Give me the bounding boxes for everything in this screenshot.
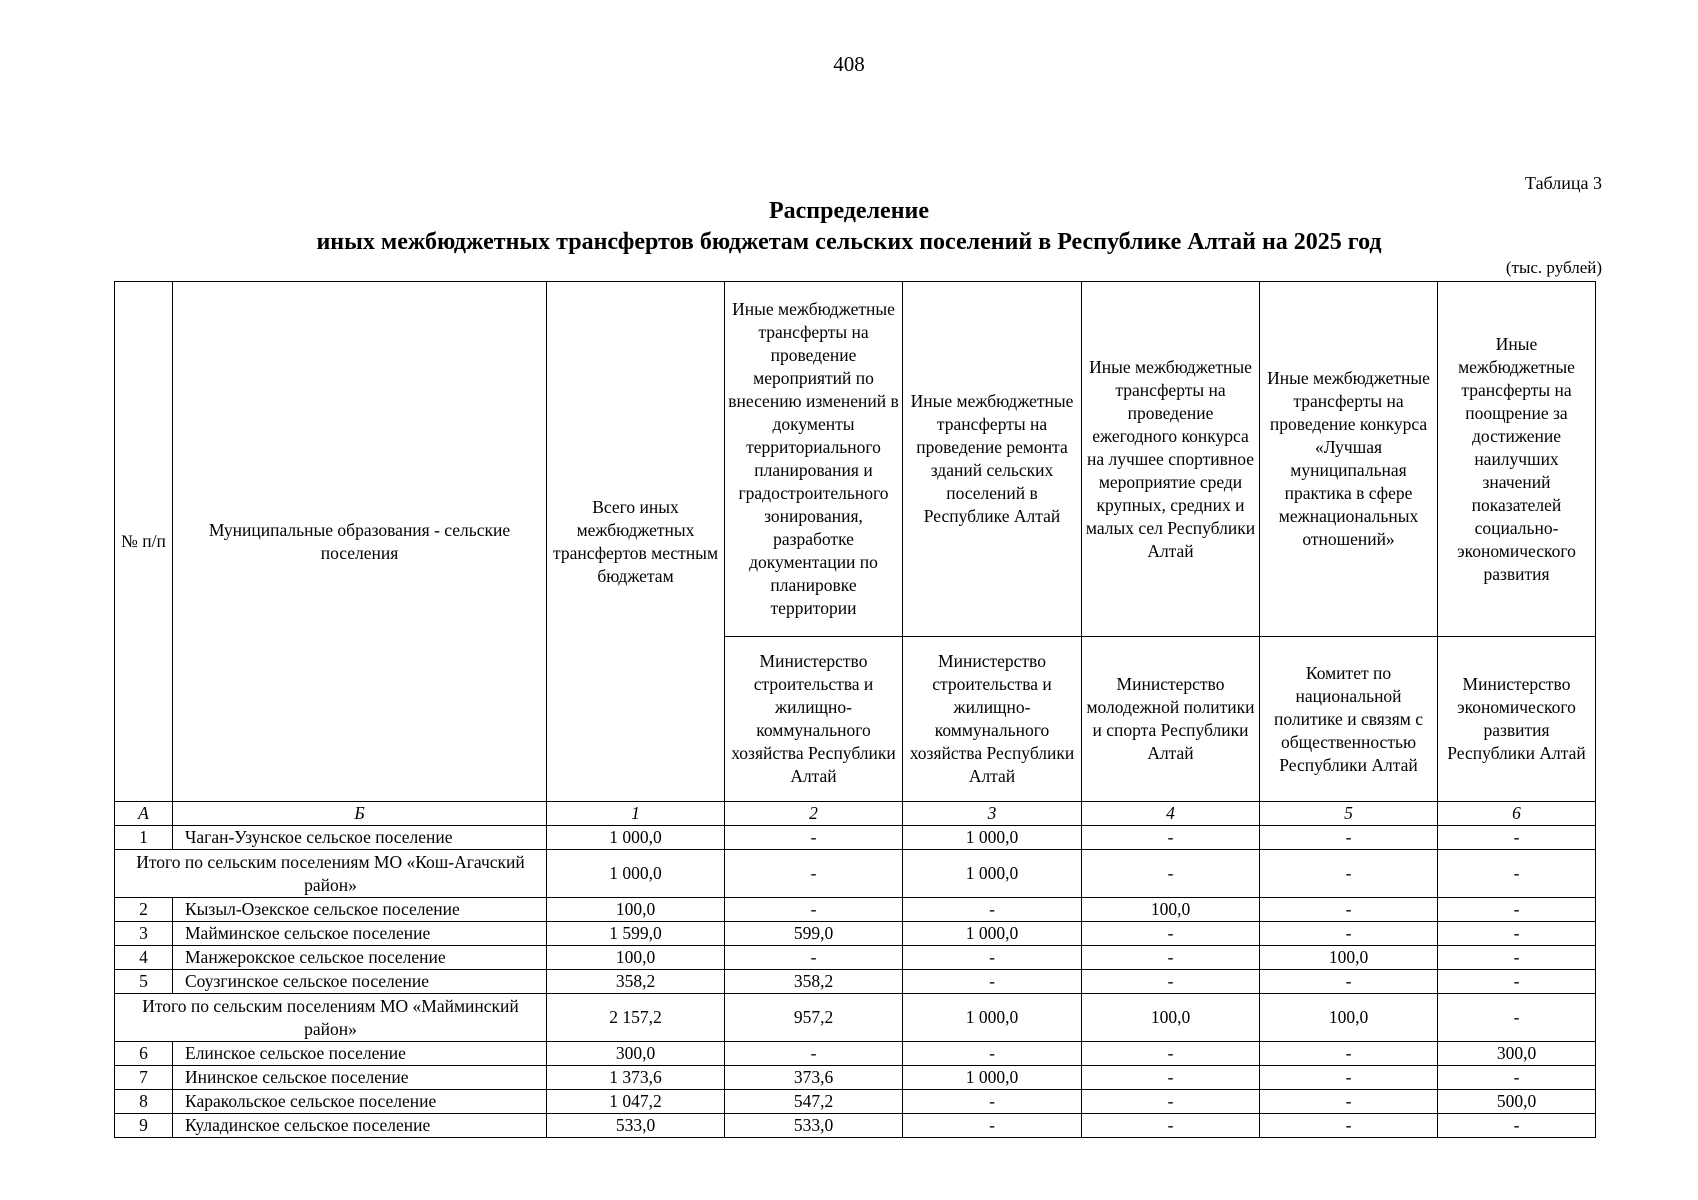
value-cell: 1 000,0 — [903, 826, 1082, 850]
header-total: Всего иных межбюджетных трансфертов местным бюджетам — [547, 282, 725, 802]
header-dept5: Комитет по национальной политике и связям с общественностью Республики Алтай — [1260, 637, 1438, 802]
header-col6: Иные межбюджетные трансферты на поощрение за достижение наилучших значений показателей социально-экономического развития — [1438, 282, 1596, 637]
index-cell: А — [115, 802, 173, 826]
header-col3: Иные межбюджетные трансферты на проведение ремонта зданий сельских поселений в Республике Алтай — [903, 282, 1082, 637]
index-cell: 1 — [547, 802, 725, 826]
value-cell: 300,0 — [1438, 1042, 1596, 1066]
index-cell: 6 — [1438, 802, 1596, 826]
value-cell: - — [1438, 970, 1596, 994]
value-cell: 1 000,0 — [903, 850, 1082, 898]
value-cell: - — [1082, 1114, 1260, 1138]
settlement-name: Куладинское сельское поселение — [173, 1114, 547, 1138]
row-number: 8 — [115, 1090, 173, 1114]
value-cell: 533,0 — [547, 1114, 725, 1138]
table-row — [115, 922, 1596, 946]
value-cell: - — [1260, 826, 1438, 850]
row-number: 1 — [115, 826, 173, 850]
index-row — [115, 802, 1596, 826]
header-num: № п/п — [115, 282, 173, 802]
value-cell: - — [1260, 1066, 1438, 1090]
subtotal-row — [115, 850, 1596, 898]
row-number: 7 — [115, 1066, 173, 1090]
value-cell: 1 000,0 — [903, 922, 1082, 946]
value-cell: 1 000,0 — [903, 1066, 1082, 1090]
value-cell: - — [1082, 946, 1260, 970]
value-cell: 100,0 — [1082, 898, 1260, 922]
header-dept3: Министерство строительства и жилищно-коммунального хозяйства Республики Алтай — [903, 637, 1082, 802]
value-cell: - — [1260, 1090, 1438, 1114]
table-row — [115, 826, 1596, 850]
value-cell: - — [1438, 826, 1596, 850]
value-cell: 358,2 — [547, 970, 725, 994]
value-cell: - — [903, 1042, 1082, 1066]
value-cell: - — [1082, 850, 1260, 898]
value-cell: 500,0 — [1438, 1090, 1596, 1114]
header-dept2: Министерство строительства и жилищно-коммунального хозяйства Республики Алтай — [725, 637, 903, 802]
value-cell: 300,0 — [547, 1042, 725, 1066]
row-number: 5 — [115, 970, 173, 994]
transfers-table — [114, 281, 1596, 1138]
row-number: 2 — [115, 898, 173, 922]
value-cell: - — [1260, 970, 1438, 994]
value-cell: 1 000,0 — [547, 826, 725, 850]
settlement-name: Елинское сельское поселение — [173, 1042, 547, 1066]
value-cell: - — [1260, 1114, 1438, 1138]
value-cell: - — [725, 826, 903, 850]
title-line-1: Распределение — [768, 198, 930, 224]
row-number: 4 — [115, 946, 173, 970]
value-cell: - — [725, 898, 903, 922]
settlement-name: Кызыл-Озекское сельское поселение — [173, 898, 547, 922]
index-cell: 5 — [1260, 802, 1438, 826]
value-cell: - — [725, 850, 903, 898]
settlement-name: Майминское сельское поселение — [173, 922, 547, 946]
value-cell: - — [1438, 922, 1596, 946]
header-row — [115, 282, 1596, 637]
settlement-name: Манжерокское сельское поселение — [173, 946, 547, 970]
index-cell: 2 — [725, 802, 903, 826]
value-cell: - — [1260, 850, 1438, 898]
value-cell: - — [1082, 922, 1260, 946]
header-name: Муниципальные образования - сельские поселения — [173, 282, 547, 802]
value-cell: - — [903, 1114, 1082, 1138]
settlement-name: Каракольское сельское поселение — [173, 1090, 547, 1114]
value-cell: 1 047,2 — [547, 1090, 725, 1114]
table-row — [115, 1066, 1596, 1090]
value-cell: - — [1082, 1090, 1260, 1114]
value-cell: - — [1082, 1042, 1260, 1066]
value-cell: 1 000,0 — [903, 994, 1082, 1042]
value-cell: 100,0 — [1260, 946, 1438, 970]
table-row — [115, 970, 1596, 994]
value-cell: 1 599,0 — [547, 922, 725, 946]
value-cell: - — [1082, 970, 1260, 994]
value-cell: - — [1082, 826, 1260, 850]
subtotal-label: Итого по сельским поселениям МО «Майминский район» — [115, 994, 547, 1042]
value-cell: 100,0 — [547, 946, 725, 970]
document-title — [0, 196, 1698, 258]
value-cell: - — [903, 946, 1082, 970]
subtotal-row — [115, 994, 1596, 1042]
row-number: 9 — [115, 1114, 173, 1138]
value-cell: - — [1438, 898, 1596, 922]
value-cell: 100,0 — [1260, 994, 1438, 1042]
value-cell: - — [1438, 994, 1596, 1042]
index-cell: Б — [173, 802, 547, 826]
units-label: (тыс. рублей) — [1505, 258, 1602, 277]
settlement-name: Соузгинское сельское поселение — [173, 970, 547, 994]
value-cell: 100,0 — [1082, 994, 1260, 1042]
value-cell: - — [1438, 1066, 1596, 1090]
value-cell: 957,2 — [725, 994, 903, 1042]
value-cell: - — [903, 898, 1082, 922]
value-cell: - — [1260, 1042, 1438, 1066]
settlement-name: Чаган-Узунское сельское поселение — [173, 826, 547, 850]
subtotal-label: Итого по сельским поселениям МО «Кош-Агачский район» — [115, 850, 547, 898]
value-cell: - — [1438, 850, 1596, 898]
index-cell: 3 — [903, 802, 1082, 826]
settlement-name: Ининское сельское поселение — [173, 1066, 547, 1090]
table-row — [115, 1042, 1596, 1066]
value-cell: - — [1260, 898, 1438, 922]
value-cell: - — [725, 1042, 903, 1066]
value-cell: - — [903, 970, 1082, 994]
value-cell: 1 373,6 — [547, 1066, 725, 1090]
page-number: 408 — [833, 52, 865, 76]
header-dept6: Министерство экономического развития Республики Алтай — [1438, 637, 1596, 802]
index-cell: 4 — [1082, 802, 1260, 826]
value-cell: 373,6 — [725, 1066, 903, 1090]
table-row — [115, 946, 1596, 970]
value-cell: 100,0 — [547, 898, 725, 922]
value-cell: - — [1438, 1114, 1596, 1138]
header-col2: Иные межбюджетные трансферты на проведение мероприятий по внесению изменений в документы территориального планирования и градостроительного зонирования, разработке документации по планировке территории — [725, 282, 903, 637]
header-dept4: Министерство молодежной политики и спорта Республики Алтай — [1082, 637, 1260, 802]
value-cell: 547,2 — [725, 1090, 903, 1114]
title-line-2: иных межбюджетных трансфертов бюджетам сельских поселений в Республике Алтай на 2025 год — [316, 229, 1382, 255]
value-cell: - — [1260, 922, 1438, 946]
table-label: Таблица 3 — [1525, 173, 1602, 193]
value-cell: 358,2 — [725, 970, 903, 994]
row-number: 3 — [115, 922, 173, 946]
value-cell: 533,0 — [725, 1114, 903, 1138]
value-cell: - — [725, 946, 903, 970]
value-cell: 1 000,0 — [547, 850, 725, 898]
row-number: 6 — [115, 1042, 173, 1066]
value-cell: - — [1438, 946, 1596, 970]
table-row — [115, 1090, 1596, 1114]
value-cell: 2 157,2 — [547, 994, 725, 1042]
value-cell: 599,0 — [725, 922, 903, 946]
table-row — [115, 1114, 1596, 1138]
value-cell: - — [903, 1090, 1082, 1114]
value-cell: - — [1082, 1066, 1260, 1090]
header-col5: Иные межбюджетные трансферты на проведение конкурса «Лучшая муниципальная практика в сфере межнациональных отношений» — [1260, 282, 1438, 637]
header-col4: Иные межбюджетные трансферты на проведение ежегодного конкурса на лучшее спортивное мероприятие среди крупных, средних и малых сел Республики Алтай — [1082, 282, 1260, 637]
table-row — [115, 898, 1596, 922]
